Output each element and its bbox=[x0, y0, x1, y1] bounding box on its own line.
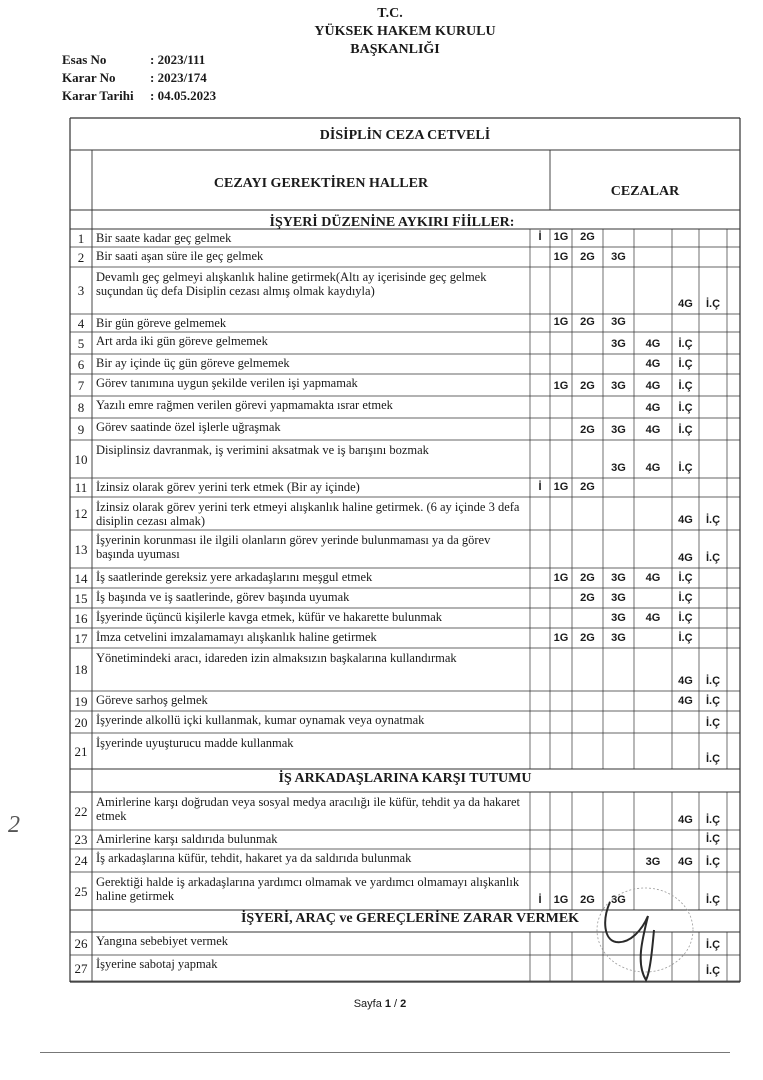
penalty-cell: 2G bbox=[580, 231, 595, 243]
penalty-cell: İ.Ç bbox=[678, 462, 693, 474]
signature-stamp bbox=[590, 880, 710, 990]
penalty-cell: 2G bbox=[580, 251, 595, 263]
penalty-cell: 2G bbox=[580, 424, 595, 436]
penalty-cell: 3G bbox=[611, 316, 626, 328]
penalty-cell: İ.Ç bbox=[678, 338, 693, 350]
row-number: 9 bbox=[77, 421, 85, 437]
penalty-cell: 2G bbox=[580, 316, 595, 328]
penalty-cell: 2G bbox=[580, 592, 595, 604]
penalty-cell: 3G bbox=[611, 380, 626, 392]
penalty-cell: 4G bbox=[678, 695, 693, 707]
penalty-cell: İ.Ç bbox=[705, 552, 721, 564]
footer-sep: / bbox=[391, 998, 401, 1010]
row-number: 4 bbox=[77, 315, 85, 331]
row-number: 25 bbox=[74, 883, 88, 899]
penalty-cell: İ bbox=[538, 231, 542, 243]
row-number: 13 bbox=[74, 541, 88, 557]
penalty-cell: İ.Ç bbox=[678, 572, 693, 584]
penalty-cell: 4G bbox=[645, 358, 661, 370]
penalty-cell: İ.Ç bbox=[705, 939, 721, 951]
penalty-cell: 4G bbox=[645, 424, 661, 436]
header-line-presidency: BAŞKANLIĞI bbox=[350, 42, 440, 57]
section-equipment-damage: İŞYERİ, ARAÇ ve GEREÇLERİNE ZARAR VERMEK bbox=[240, 911, 580, 926]
row-number: 20 bbox=[74, 714, 88, 730]
penalty-cell: 4G bbox=[678, 298, 693, 310]
row-text: Art arda iki gün göreve gelmemek bbox=[96, 334, 268, 348]
footer-page: 1 bbox=[384, 998, 391, 1010]
page-footer bbox=[330, 998, 430, 1010]
penalty-cell: 4G bbox=[645, 338, 661, 350]
penalty-cell: İ bbox=[538, 894, 542, 906]
penalty-cell: 1G bbox=[553, 231, 569, 243]
row-text: Amirlerine karşı saldırıda bulunmak bbox=[96, 832, 278, 846]
row-text: Gerektiği halde iş arkadaşlarına yardımcı olmamak ve yardımcı olmamayı alışkanlık haline getirmek bbox=[96, 875, 520, 903]
meta-value: : 04.05.2023 bbox=[150, 88, 217, 103]
penalty-cell: 3G bbox=[611, 632, 626, 644]
row-text: Bir saati aşan süre ile geç gelmek bbox=[96, 249, 264, 263]
row-text: İşyerinde uyuşturucu madde kullanmak bbox=[96, 736, 294, 750]
penalty-cell: 4G bbox=[678, 514, 693, 526]
penalty-cell: İ.Ç bbox=[705, 833, 721, 845]
bottom-rule bbox=[40, 1052, 730, 1053]
penalty-cell: 3G bbox=[611, 462, 626, 474]
penalty-cell: İ.Ç bbox=[705, 514, 721, 526]
row-number: 27 bbox=[74, 960, 88, 976]
row-text: İzinsiz olarak görev yerini terk etmek (Bir ay içinde) bbox=[96, 480, 360, 494]
penalty-cell: 4G bbox=[678, 552, 693, 564]
column-header-penalties: CEZALAR bbox=[610, 184, 680, 199]
section-workplace-order: İŞYERİ DÜZENİNE AYKIRI FİİLLER: bbox=[269, 215, 515, 230]
row-number: 11 bbox=[74, 480, 88, 495]
row-number: 21 bbox=[74, 743, 88, 759]
penalty-cell: 3G bbox=[611, 612, 626, 624]
row-text: Devamlı geç gelmeyi alışkanlık haline getirmek(Altı ay içerisinde geç gelmek suçundan üç defa Disiplin cezası almış olmak kaydıyla) bbox=[96, 270, 487, 298]
penalty-cell: İ bbox=[538, 481, 542, 493]
row-number: 7 bbox=[77, 377, 85, 393]
row-number: 14 bbox=[74, 570, 88, 586]
penalty-cell: İ.Ç bbox=[678, 632, 693, 644]
header-line-tc: T.C. bbox=[377, 6, 403, 21]
row-number: 19 bbox=[74, 693, 88, 709]
penalty-cell: 1G bbox=[553, 572, 569, 584]
penalty-cell: İ.Ç bbox=[678, 402, 693, 414]
row-text: Amirlerine karşı doğrudan veya sosyal medya aracılığı ile küfür, tehdit ya da hakaret etmek bbox=[96, 795, 520, 823]
penalty-cell: 3G bbox=[611, 894, 626, 906]
penalty-cell: 4G bbox=[645, 402, 661, 414]
penalty-cell: 3G bbox=[611, 592, 626, 604]
row-text: İş saatlerinde gereksiz yere arkadaşlarını meşgul etmek bbox=[96, 570, 373, 584]
penalty-cell: 1G bbox=[553, 251, 569, 263]
penalty-cell: İ.Ç bbox=[705, 894, 721, 906]
row-number: 22 bbox=[74, 803, 88, 819]
header-line-institution: YÜKSEK HAKEM KURULU bbox=[314, 24, 496, 39]
row-number: 15 bbox=[74, 590, 88, 606]
row-text: İş arkadaşlarına küfür, tehdit, hakaret ya da saldırıda bulunmak bbox=[96, 851, 412, 865]
penalty-cell: 3G bbox=[611, 572, 626, 584]
meta-value: : 2023/174 bbox=[150, 70, 207, 85]
margin-note-text: 2 bbox=[8, 812, 20, 838]
penalty-cell: 3G bbox=[611, 251, 626, 263]
penalty-cell: 1G bbox=[553, 481, 569, 493]
penalty-cell: 4G bbox=[645, 612, 661, 624]
row-text: Göreve sarhoş gelmek bbox=[96, 693, 208, 707]
meta-value: : 2023/111 bbox=[150, 52, 206, 67]
penalty-cell: İ.Ç bbox=[705, 717, 721, 729]
penalty-cell: İ.Ç bbox=[705, 675, 721, 687]
penalty-cell: İ.Ç bbox=[705, 814, 721, 826]
row-number: 1 bbox=[77, 230, 85, 246]
row-number: 10 bbox=[74, 451, 88, 467]
penalty-cell: 1G bbox=[553, 632, 569, 644]
penalty-cell: İ.Ç bbox=[705, 856, 721, 868]
row-text: İşyerine sabotaj yapmak bbox=[96, 957, 218, 971]
penalty-cell: 4G bbox=[678, 814, 693, 826]
row-text: Yangına sebebiyet vermek bbox=[96, 934, 229, 948]
penalty-cell: 2G bbox=[580, 632, 595, 644]
row-text: İşyerinin korunması ile ilgili olanların görev yerinde bulunmaması ya da görev başında uyuması bbox=[96, 533, 491, 561]
row-number: 23 bbox=[74, 832, 88, 847]
penalty-cell: 3G bbox=[645, 856, 661, 868]
meta-label: Karar Tarihi bbox=[62, 88, 134, 103]
row-text: Bir gün göreve gelmemek bbox=[96, 316, 227, 330]
penalty-cell: 3G bbox=[611, 424, 626, 436]
row-text: Yazılı emre rağmen verilen görevi yapmamakta ısrar etmek bbox=[96, 398, 393, 412]
penalty-cell: İ.Ç bbox=[678, 358, 693, 370]
row-number: 8 bbox=[77, 399, 85, 415]
row-text: İzinsiz olarak görev yerini terk etmeyi alışkanlık haline getirmek. (6 ay içinde 3 defa disiplin cezası almak) bbox=[96, 500, 520, 528]
row-number: 18 bbox=[74, 662, 88, 677]
penalty-cell: 1G bbox=[553, 894, 569, 906]
meta-label: Esas No bbox=[62, 52, 107, 67]
penalty-cell: İ.Ç bbox=[705, 965, 721, 977]
penalty-cell: İ.Ç bbox=[678, 380, 693, 392]
penalty-cell: İ.Ç bbox=[705, 753, 721, 765]
footer-prefix: Sayfa bbox=[353, 998, 385, 1010]
penalty-cell: İ.Ç bbox=[705, 695, 721, 707]
penalty-cell: İ.Ç bbox=[678, 592, 693, 604]
penalty-cell: 4G bbox=[645, 462, 661, 474]
row-number: 16 bbox=[74, 610, 88, 626]
row-text: Görev tanımına uygun şekilde verilen işi yapmamak bbox=[96, 376, 358, 390]
penalty-cell: İ.Ç bbox=[678, 612, 693, 624]
row-text: Bir ay içinde üç gün göreve gelmemek bbox=[96, 356, 290, 370]
penalty-cell: 3G bbox=[611, 338, 626, 350]
row-text: Yönetimindeki aracı, idareden izin almaksızın başkalarına kullandırmak bbox=[96, 651, 457, 665]
section-colleague-conduct: İŞ ARKADAŞLARINA KARŞI TUTUMU bbox=[278, 771, 532, 786]
row-number: 24 bbox=[74, 853, 88, 868]
penalty-cell: 1G bbox=[553, 380, 569, 392]
row-number: 12 bbox=[74, 506, 88, 521]
row-number: 26 bbox=[74, 936, 88, 951]
row-text: İmza cetvelini imzalamamayı alışkanlık haline getirmek bbox=[96, 630, 377, 644]
penalty-cell: 2G bbox=[580, 380, 595, 392]
row-text: Disiplinsiz davranmak, iş verimini aksatmak ve iş barışını bozmak bbox=[96, 443, 429, 457]
penalty-cell: 2G bbox=[580, 572, 595, 584]
penalty-cell: 4G bbox=[645, 572, 661, 584]
penalty-cell: 2G bbox=[580, 894, 595, 906]
penalty-cell: 2G bbox=[580, 481, 595, 493]
penalty-cell: İ.Ç bbox=[705, 298, 721, 310]
penalty-cell: 4G bbox=[678, 675, 693, 687]
meta-label: Karar No bbox=[62, 70, 116, 85]
table-title: DİSİPLİN CEZA CETVELİ bbox=[319, 128, 491, 143]
row-number: 5 bbox=[77, 335, 85, 351]
row-number: 6 bbox=[77, 356, 85, 372]
row-text: İş başında ve iş saatlerinde, görev başında uyumak bbox=[96, 590, 350, 604]
penalty-cell: 1G bbox=[553, 316, 569, 328]
column-header-cases: CEZAYI GEREKTİREN HALLER bbox=[213, 176, 429, 191]
row-number: 3 bbox=[77, 283, 85, 298]
row-text: Görev saatinde özel işlerle uğraşmak bbox=[96, 420, 281, 434]
penalty-cell: İ.Ç bbox=[678, 424, 693, 436]
footer-total: 2 bbox=[400, 998, 407, 1010]
row-number: 2 bbox=[77, 249, 85, 265]
row-text: İşyerinde üçüncü kişilerle kavga etmek, küfür ve hakarette bulunmak bbox=[96, 610, 443, 624]
penalty-cell: 4G bbox=[645, 380, 661, 392]
row-text: Bir saate kadar geç gelmek bbox=[96, 231, 232, 245]
row-number: 17 bbox=[74, 630, 88, 646]
margin-note bbox=[8, 812, 20, 839]
penalty-cell: 4G bbox=[678, 856, 693, 868]
row-text: İşyerinde alkollü içki kullanmak, kumar oynamak veya oynatmak bbox=[96, 713, 425, 727]
